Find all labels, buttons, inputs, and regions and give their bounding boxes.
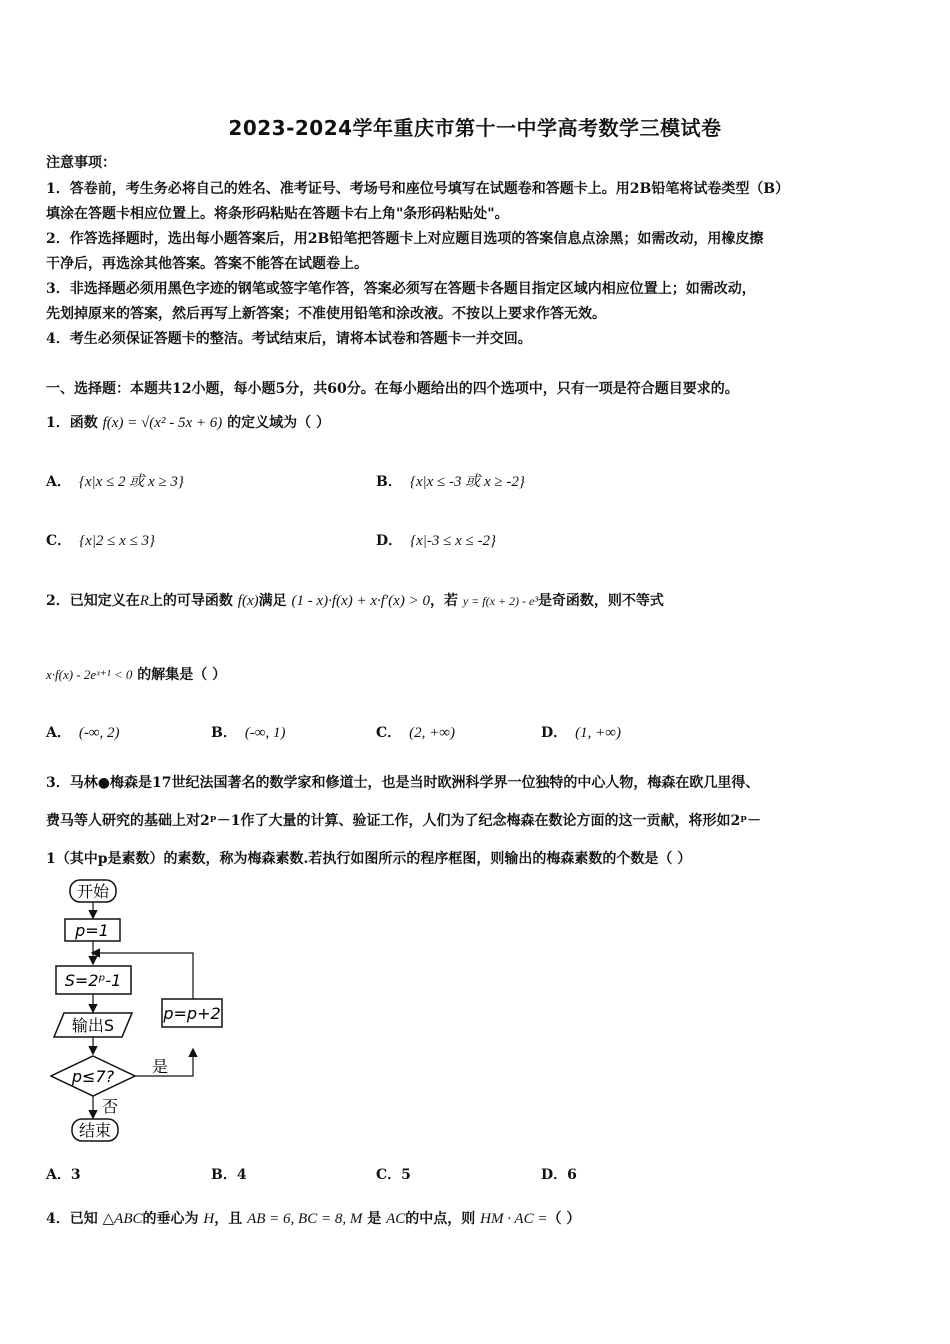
q4-math: HM · AC = [480, 1211, 548, 1227]
question-3-line: 费马等人研究的基础上对2ᵖ－1作了大量的计算、验证工作，人们为了纪念梅森在数论方面的这一贡献，将形如2ᵖ－ [46, 813, 762, 829]
notice-line: 1．答卷前，考生务必将自己的姓名、准考证号、考场号和座位号填写在试题卷和答题卡上。用2B铅笔将试卷类型（B） [46, 181, 790, 197]
notice-line: 填涂在答题卡相应位置上。将条形码粘贴在答题卡右上角"条形码粘贴处"。 [46, 206, 509, 222]
flowchart [50, 875, 240, 1145]
option-label: B． [376, 474, 402, 490]
q2-option-d[interactable] [541, 722, 621, 742]
option-label: A． [46, 1167, 71, 1183]
q2-option-c[interactable] [376, 722, 455, 742]
q4-text: ，且 [214, 1211, 243, 1227]
q4-text: 的中点，则 [405, 1211, 476, 1227]
q1-option-a[interactable] [46, 470, 184, 491]
q4-text: （ ） [547, 1211, 581, 1227]
option-label: C． [376, 1167, 402, 1183]
notice-line: 2．作答选择题时，选出每小题答案后，用2B铅笔把答题卡上对应题目选项的答案信息点涂黑；如需改动，用橡皮擦 [46, 231, 764, 247]
q1-option-c[interactable] [46, 530, 155, 550]
flow-end-label: 结束 [78, 1121, 112, 1140]
question-2-cont [46, 664, 226, 684]
notice-line: 先划掉原来的答案，然后再写上新答案；不准使用铅笔和涂改液。不按以上要求作答无效。 [46, 306, 606, 322]
option-text: (1, +∞) [575, 725, 621, 741]
option-text: {x|2 ≤ x ≤ 3} [79, 533, 156, 549]
flow-no-label: 否 [101, 1097, 119, 1116]
option-text: 5 [401, 1167, 411, 1183]
q2-text: 上的可导函数 [148, 593, 233, 609]
q4-math: AB = 6, BC = 8, M [247, 1211, 363, 1227]
option-text: 6 [567, 1167, 577, 1183]
q1-formula: f(x) = √(x² - 5x + 6) [102, 415, 223, 431]
flow-start-label: 开始 [76, 882, 110, 901]
page-title: 2023-2024学年重庆市第十一中学高考数学三模试卷 [228, 116, 722, 140]
notice-line: 4．考生必须保证答题卡的整洁。考试结束后，请将本试卷和答题卡一并交回。 [46, 331, 532, 347]
flow-decision-label: p≤7? [71, 1067, 115, 1086]
question-3-line: 1（其中p是素数）的素数，称为梅森素数.若执行如图所示的程序框图，则输出的梅森素数的个数是（ ） [46, 851, 692, 867]
option-label: B． [211, 725, 237, 741]
q4-text: 4．已知 [46, 1211, 98, 1227]
q2-option-a[interactable] [46, 722, 120, 742]
q3-option-b[interactable] [211, 1164, 247, 1184]
option-text: (-∞, 2) [78, 725, 120, 741]
q3-option-d[interactable] [541, 1164, 577, 1184]
question-3-line: 3．马林●梅森是17世纪法国著名的数学家和修道士，也是当时欧洲科学界一位独特的中心人物，梅森在欧几里得、 [46, 775, 760, 791]
q1-suffix: 的定义域为（ ） [227, 415, 330, 431]
q2-text: 是奇函数，则不等式 [537, 593, 664, 609]
option-label: B． [211, 1167, 237, 1183]
q3-option-a[interactable] [46, 1164, 81, 1184]
question-2 [46, 590, 664, 610]
flow-init-label: p=1 [75, 921, 109, 940]
option-label: D． [376, 533, 403, 549]
q2-math: (1 - x)·f(x) + x·f′(x) > 0 [291, 593, 430, 609]
q2-math: x·f(x) - 2eˣ⁺¹ < 0 [46, 667, 133, 682]
q1-prefix: 1．函数 [46, 415, 98, 431]
notice-line: 3．非选择题必须用黑色字迹的钢笔或签字笔作答，答案必须写在答题卡各题目指定区域内相应位置上；如需改动， [46, 281, 756, 297]
option-text: {x|x ≤ -3 或 x ≥ -2} [409, 474, 525, 490]
option-text: (2, +∞) [409, 725, 455, 741]
section-heading: 一、选择题：本题共12小题，每小题5分，共60分。在每小题给出的四个选项中，只有一项是符合题目要求的。 [46, 381, 739, 397]
option-label: C． [376, 725, 402, 741]
option-label: D． [541, 725, 568, 741]
q2-math: y = f(x + 2) - e³ [462, 594, 538, 608]
q2-text: 满足 [258, 593, 287, 609]
option-text: 4 [236, 1167, 247, 1183]
option-text: (-∞, 1) [244, 725, 286, 741]
option-text: {x|x ≤ 2 或 x ≥ 3} [78, 474, 184, 490]
q2-text: 的解集是（ ） [137, 667, 227, 683]
notice-heading: 注意事项： [46, 155, 116, 171]
q2-option-b[interactable] [211, 722, 286, 742]
q2-math: f(x) [237, 593, 259, 609]
question-4 [46, 1208, 580, 1228]
option-label: A． [46, 725, 71, 741]
q4-math: H [203, 1211, 215, 1227]
q4-text: 的垂心为 [142, 1211, 199, 1227]
q4-math: △ABC [102, 1211, 143, 1227]
flow-update-label: p=p+2 [163, 1004, 221, 1023]
option-label: C． [46, 533, 72, 549]
flow-output-label: 输出S [71, 1016, 115, 1035]
q2-math: R [139, 593, 149, 609]
option-text: 3 [70, 1167, 81, 1183]
option-label: D． [541, 1167, 568, 1183]
flow-calc-label: S=2ᵖ-1 [64, 971, 122, 990]
q1-option-b[interactable] [376, 470, 525, 491]
q2-text: 2．已知定义在 [46, 593, 140, 609]
question-1 [46, 412, 330, 432]
q4-text: 是 [367, 1211, 382, 1227]
q1-option-d[interactable] [376, 530, 496, 550]
notice-line: 干净后，再选涂其他答案。答案不能答在试题卷上。 [46, 256, 368, 272]
flow-yes-label: 是 [151, 1057, 169, 1076]
q2-text: ，若 [429, 593, 458, 609]
q4-math: AC [386, 1211, 406, 1227]
q3-option-c[interactable] [376, 1164, 411, 1184]
option-text: {x|-3 ≤ x ≤ -2} [410, 533, 497, 549]
option-label: A． [46, 474, 71, 490]
